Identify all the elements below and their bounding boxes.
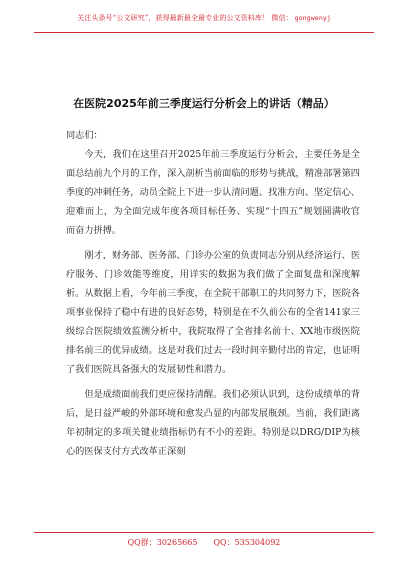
- document-title: 在医院2025年前三季度运行分析会上的讲话（精品）: [73, 97, 335, 110]
- footer-divider: [34, 532, 374, 533]
- paragraph: 刚才，财务部、医务部、门诊办公室的负责同志分别从经济运行、医疗服务、门诊效能等维度，用详实的数据为我们做了全面复盘和深度解析。从数据上看，今年前三季度，在全院干部职工的共同努力下，医院各项事业保持了稳中有进的良好态势，特别是在不久前公布的全省141家三级综合医院绩效监测分析中，我院取得了全省排名前十、XX地市级医院排名前三的优异成绩。这是对我们过去一段时间辛勤付出的肯定，也证明了我们医院具备强大的发展韧性和潜力。: [66, 250, 361, 375]
- wechat-id: gongwenyj: [294, 14, 331, 22]
- header-divider: [34, 32, 374, 33]
- header-banner: [0, 13, 408, 23]
- salutation: 同志们：: [66, 130, 103, 141]
- paragraph: 但是成绩面前我们更应保持清醒。我们必须认识到，这份成绩单的背后，是日益严峻的外部环境和愈发凸显的内部发展瓶颈。当前，我们距离年初制定的多项关键业绩指标仍有不小的差距。特别是以DRG/DIP为核心的医保支付方式改革正深刻: [66, 389, 361, 457]
- qq-group-number: QQ群：30265665: [127, 538, 198, 547]
- qq-number: QQ：535304092: [213, 538, 281, 547]
- footer-contact: [0, 537, 408, 548]
- banner-text: 关注头条号“公文研究”，获得最新最全最专业的公文资料库！ 微信：: [77, 14, 293, 22]
- document-body: [66, 126, 360, 467]
- paragraph: 今天，我们在这里召开2025年前三季度运行分析会，主要任务是全面总结前九个月的工作，深入剖析当前面临的形势与挑战，精准部署第四季度的冲刺任务，动员全院上下进一步认清问题、找准方向、坚定信心、迎难而上，为全面完成年度各项目标任务、实现“十四五”规划圆满收官而奋力拼搏。: [66, 149, 360, 236]
